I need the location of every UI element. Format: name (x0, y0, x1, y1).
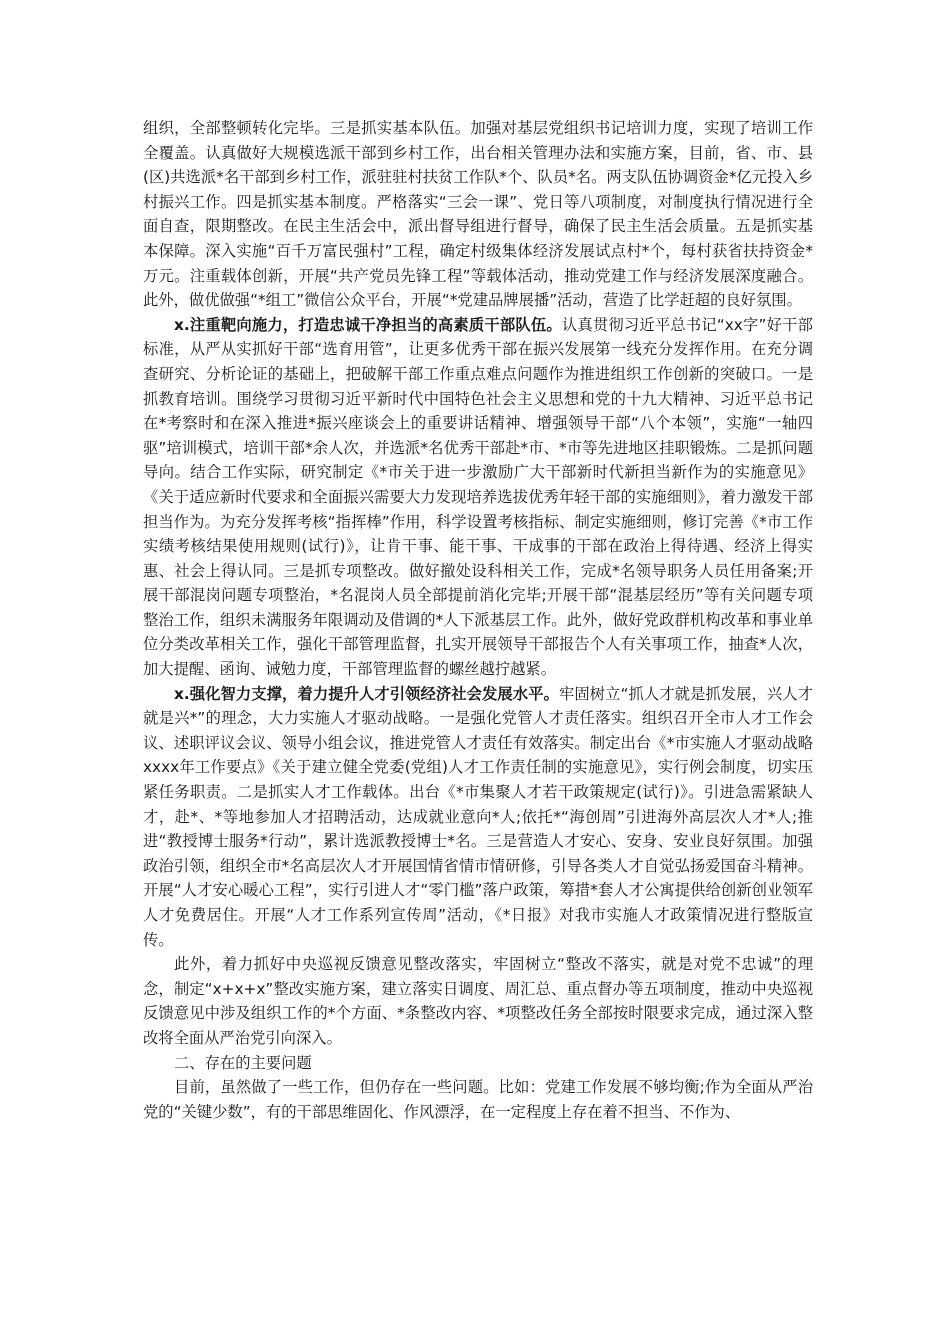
paragraph-4 (143, 952, 813, 1050)
paragraph-6-body: 目前，虽然做了一些工作，但仍存在一些问题。比如：党建工作发展不够均衡;作为全面从严治党的“关键少数”，有的干部思维固化、作风漂浮，在一定程度上存在着不担当、不作为、 (143, 1078, 813, 1121)
paragraph-3 (143, 682, 813, 953)
document-page (143, 116, 813, 1124)
paragraph-1-body: 组织，全部整顿转化完毕。三是抓实基本队伍。加强对基层党组织书记培训力度，实现了培训工作全覆盖。认真做好大规模选派干部到乡村工作，出台相关管理办法和实施方案，目前，省、市、县(区)共选派*名干部到乡村工作，派驻驻村扶贫工作队*个、队员*名。两支队伍协调资金*亿元投入乡村振兴工作。四是抓实基本制度。严格落实“三会一课”、党日等八项制度，对制度执行情况进行全面自查，限期整改。在民主生活会中，派出督导组进行督导，确保了民主生活会质量。五是抓实基本保障。深入实施“百千万富民强村”工程，确定村级集体经济发展试点村*个，每村获省扶持资金*万元。注重载体创新，开展“共产党员先锋工程”等载体活动，推动党建工作与经济发展深度融合。此外，做优做强“*组工”微信公众平台，开展“*党建品牌展播”活动，营造了比学赶超的良好氛围。 (143, 119, 813, 310)
section-heading (143, 1051, 813, 1076)
paragraph-3-heading: x.强化智力支撑，着力提升人才引领经济社会发展水平。 (174, 684, 559, 703)
paragraph-2-heading: x.注重靶向施力，打造忠诚干净担当的高素质干部队伍。 (174, 315, 562, 334)
section-heading-text: 二、存在的主要问题 (174, 1053, 312, 1072)
paragraph-6 (143, 1075, 813, 1124)
paragraph-2-body: 认真贯彻习近平总书记“xx字”好干部标准，从严从实抓好干部“选育用管”，让更多优秀干部在振兴发展第一线充分发挥作用。在充分调查研究、分析论证的基础上，把破解干部工作重点难点问题作为推进组织工作创新的突破口。一是抓教育培训。围绕学习贯彻习近平新时代中国特色社会主义思想和党的十九大精神、习近平总书记在*考察时和在深入推进*振兴座谈会上的重要讲话精神、增强领导干部“八个本领”，实施“一轴四驱”培训模式，培训干部*余人次，并选派*名优秀干部赴*市、*市等先进地区挂职锻炼。二是抓问题导向。结合工作实际，研究制定《*市关于进一步激励广大干部新时代新担当新作为的实施意见》《关于适应新时代要求和全面振兴需要大力发现培养选拔优秀年轻干部的实施细则》，着力激发干部担当作为。为充分发挥考核“指挥棒”作用，科学设置考核指标、制定实施细则，修订完善《*市工作实绩考核结果使用规则(试行)》，让肯干事、能干事、干成事的干部在政治上得待遇、经济上得实惠、社会上得认同。三是抓专项整改。做好撤处设科相关工作，完成*名领导职务人员任用备案;开展干部混岗问题专项整治，*名混岗人员全部提前消化完毕;开展干部“混基层经历”等有关问题专项整治工作，组织未满服务年限调动及借调的*人下派基层工作。此外，做好党政群机构改革和事业单位分类改革相关工作，强化干部管理监督，扎实开展领导干部报告个人有关事项工作，抽查*人次，加大提醒、函询、诫勉力度，干部管理监督的螺丝越拧越紧。 (143, 315, 813, 679)
paragraph-4-body: 此外，着力抓好中央巡视反馈意见整改落实，牢固树立“整改不落实，就是对党不忠诚”的理念，制定“x+x+x”整改实施方案，建立落实日调度、周汇总、重点督办等五项制度，推动中央巡视反馈意见中涉及组织工作的*个方面、*条整改内容、*项整改任务全部按时限要求完成，通过深入整改将全面从严治党引向深入。 (143, 955, 813, 1047)
paragraph-1 (143, 116, 813, 313)
paragraph-2 (143, 313, 813, 682)
paragraph-3-body: 牢固树立“抓人才就是抓发展，兴人才就是兴*”的理念，大力实施人才驱动战略。一是强化党管人才责任落实。组织召开全市人才工作会议、述职评议会议、领导小组会议，推进党管人才责任有效落实。制定出台《*市实施人才驱动战略xxxx年工作要点》《关于建立健全党委(党组)人才工作责任制的实施意见》，实行例会制度，切实压紧任务职责。二是抓实人才工作载体。出台《*市集聚人才若干政策规定(试行)》。引进急需紧缺人才，赴*、*等地参加人才招聘活动，达成就业意向*人;依托*“海创周”引进海外高层次人才*人;推进“教授博士服务*行动”，累计选派教授博士*名。三是营造人才安心、安身、安业良好氛围。加强政治引领，组织全市*名高层次人才开展国情省情市情研修，引导各类人才自觉弘扬爱国奋斗精神。开展“人才安心暖心工程”，实行引进人才“零门槛”落户政策，筹措*套人才公寓提供给创新创业领军人才免费居住。开展“人才工作系列宣传周”活动，《*日报》对我市实施人才政策情况进行整版宣传。 (143, 684, 813, 949)
